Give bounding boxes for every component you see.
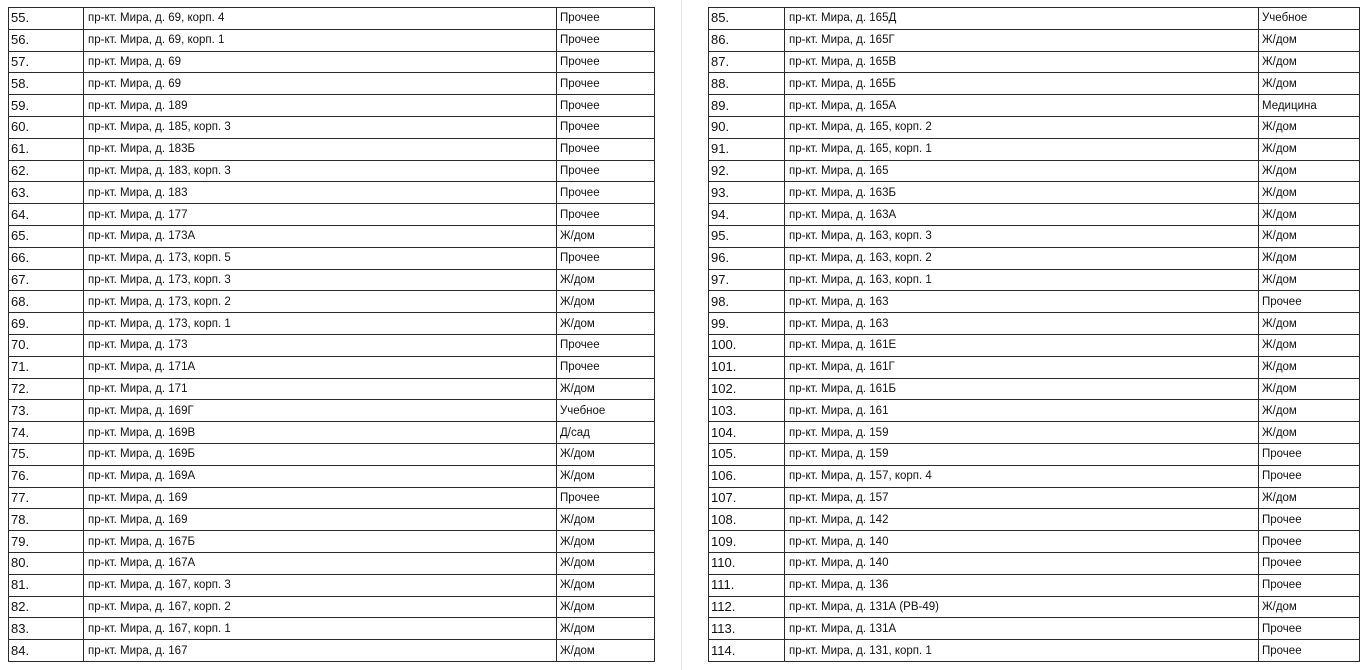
table-row bbox=[709, 160, 1360, 182]
address-cell: пр-кт. Мира, д. 167, корп. 3 bbox=[84, 574, 557, 596]
table-row bbox=[9, 531, 655, 553]
building-type-cell: Ж/дом bbox=[1259, 400, 1360, 422]
building-type-cell: Ж/дом bbox=[1259, 247, 1360, 269]
table-row bbox=[709, 51, 1360, 73]
table-row bbox=[9, 596, 655, 618]
row-number: 113. bbox=[709, 618, 785, 640]
building-type-cell: Ж/дом bbox=[1259, 422, 1360, 444]
building-type-cell: Прочее bbox=[557, 95, 655, 117]
row-number: 57. bbox=[9, 51, 84, 73]
table-row bbox=[9, 313, 655, 335]
table-row bbox=[9, 225, 655, 247]
building-type-cell: Ж/дом bbox=[1259, 138, 1360, 160]
table-row bbox=[709, 116, 1360, 138]
address-cell: пр-кт. Мира, д. 167 bbox=[84, 640, 557, 662]
table-row bbox=[9, 8, 655, 30]
address-cell: пр-кт. Мира, д. 161Е bbox=[785, 334, 1259, 356]
address-cell: пр-кт. Мира, д. 171А bbox=[84, 356, 557, 378]
building-type-cell: Ж/дом bbox=[1259, 116, 1360, 138]
table-row bbox=[709, 73, 1360, 95]
table-row bbox=[709, 400, 1360, 422]
table-row bbox=[9, 356, 655, 378]
row-number: 61. bbox=[9, 138, 84, 160]
address-cell: пр-кт. Мира, д. 167Б bbox=[84, 531, 557, 553]
address-cell: пр-кт. Мира, д. 69 bbox=[84, 51, 557, 73]
row-number: 86. bbox=[709, 29, 785, 51]
address-cell: пр-кт. Мира, д. 169В bbox=[84, 422, 557, 444]
address-cell: пр-кт. Мира, д. 163, корп. 2 bbox=[785, 247, 1259, 269]
address-cell: пр-кт. Мира, д. 165Г bbox=[785, 29, 1259, 51]
table-row bbox=[9, 552, 655, 574]
table-row bbox=[9, 378, 655, 400]
building-type-cell: Ж/дом bbox=[1259, 596, 1360, 618]
building-type-cell: Медицина bbox=[1259, 95, 1360, 117]
address-cell: пр-кт. Мира, д. 131А bbox=[785, 618, 1259, 640]
table-row bbox=[709, 356, 1360, 378]
row-number: 64. bbox=[9, 204, 84, 226]
row-number: 83. bbox=[9, 618, 84, 640]
address-cell: пр-кт. Мира, д. 161Б bbox=[785, 378, 1259, 400]
page-divider bbox=[681, 0, 682, 670]
table-row bbox=[9, 95, 655, 117]
table-row bbox=[9, 116, 655, 138]
row-number: 103. bbox=[709, 400, 785, 422]
address-cell: пр-кт. Мира, д. 171 bbox=[84, 378, 557, 400]
building-type-cell: Ж/дом bbox=[1259, 269, 1360, 291]
building-type-cell: Прочее bbox=[557, 73, 655, 95]
table-row bbox=[9, 204, 655, 226]
building-type-cell: Прочее bbox=[1259, 509, 1360, 531]
address-cell: пр-кт. Мира, д. 169 bbox=[84, 509, 557, 531]
building-type-cell: Прочее bbox=[557, 356, 655, 378]
building-type-cell: Ж/дом bbox=[557, 313, 655, 335]
row-number: 94. bbox=[709, 204, 785, 226]
building-type-cell: Прочее bbox=[1259, 531, 1360, 553]
table-row bbox=[709, 443, 1360, 465]
row-number: 108. bbox=[709, 509, 785, 531]
row-number: 73. bbox=[9, 400, 84, 422]
row-number: 55. bbox=[9, 8, 84, 30]
table-row bbox=[709, 422, 1360, 444]
building-type-cell: Прочее bbox=[557, 138, 655, 160]
address-cell: пр-кт. Мира, д. 165В bbox=[785, 51, 1259, 73]
table-row bbox=[709, 138, 1360, 160]
table-row bbox=[9, 400, 655, 422]
table-row bbox=[9, 291, 655, 313]
address-cell: пр-кт. Мира, д. 183, корп. 3 bbox=[84, 160, 557, 182]
table-row bbox=[709, 8, 1360, 30]
row-number: 85. bbox=[709, 8, 785, 30]
address-cell: пр-кт. Мира, д. 169Г bbox=[84, 400, 557, 422]
row-number: 92. bbox=[709, 160, 785, 182]
row-number: 102. bbox=[709, 378, 785, 400]
table-row bbox=[709, 29, 1360, 51]
address-cell: пр-кт. Мира, д. 183 bbox=[84, 182, 557, 204]
building-type-cell: Учебное bbox=[557, 400, 655, 422]
address-cell: пр-кт. Мира, д. 173 bbox=[84, 334, 557, 356]
building-type-cell: Прочее bbox=[1259, 291, 1360, 313]
table-row bbox=[9, 73, 655, 95]
address-cell: пр-кт. Мира, д. 183Б bbox=[84, 138, 557, 160]
address-cell: пр-кт. Мира, д. 69, корп. 1 bbox=[84, 29, 557, 51]
address-cell: пр-кт. Мира, д. 173, корп. 1 bbox=[84, 313, 557, 335]
table-row bbox=[9, 160, 655, 182]
row-number: 91. bbox=[709, 138, 785, 160]
address-cell: пр-кт. Мира, д. 169А bbox=[84, 465, 557, 487]
address-cell: пр-кт. Мира, д. 163А bbox=[785, 204, 1259, 226]
address-cell: пр-кт. Мира, д. 189 bbox=[84, 95, 557, 117]
building-type-cell: Прочее bbox=[557, 116, 655, 138]
address-cell: пр-кт. Мира, д. 163, корп. 3 bbox=[785, 225, 1259, 247]
building-type-cell: Ж/дом bbox=[557, 640, 655, 662]
building-type-cell: Ж/дом bbox=[1259, 313, 1360, 335]
table-row bbox=[9, 443, 655, 465]
building-type-cell: Ж/дом bbox=[1259, 356, 1360, 378]
table-row bbox=[709, 225, 1360, 247]
row-number: 96. bbox=[709, 247, 785, 269]
row-number: 56. bbox=[9, 29, 84, 51]
address-cell: пр-кт. Мира, д. 165 bbox=[785, 160, 1259, 182]
address-cell: пр-кт. Мира, д. 167А bbox=[84, 552, 557, 574]
address-cell: пр-кт. Мира, д. 131А (РВ-49) bbox=[785, 596, 1259, 618]
row-number: 70. bbox=[9, 334, 84, 356]
table-row bbox=[9, 487, 655, 509]
row-number: 80. bbox=[9, 552, 84, 574]
building-type-cell: Ж/дом bbox=[1259, 29, 1360, 51]
building-type-cell: Ж/дом bbox=[557, 269, 655, 291]
address-cell: пр-кт. Мира, д. 167, корп. 1 bbox=[84, 618, 557, 640]
table-row bbox=[709, 204, 1360, 226]
row-number: 74. bbox=[9, 422, 84, 444]
building-type-cell: Прочее bbox=[557, 8, 655, 30]
row-number: 79. bbox=[9, 531, 84, 553]
address-cell: пр-кт. Мира, д. 173, корп. 5 bbox=[84, 247, 557, 269]
address-cell: пр-кт. Мира, д. 163Б bbox=[785, 182, 1259, 204]
row-number: 71. bbox=[9, 356, 84, 378]
building-type-cell: Прочее bbox=[557, 29, 655, 51]
right-address-table-container bbox=[708, 7, 1360, 662]
building-type-cell: Ж/дом bbox=[557, 225, 655, 247]
table-row bbox=[9, 269, 655, 291]
table-row bbox=[9, 334, 655, 356]
building-type-cell: Ж/дом bbox=[1259, 378, 1360, 400]
row-number: 81. bbox=[9, 574, 84, 596]
row-number: 106. bbox=[709, 465, 785, 487]
building-type-cell: Ж/дом bbox=[557, 443, 655, 465]
building-type-cell: Прочее bbox=[1259, 574, 1360, 596]
building-type-cell: Ж/дом bbox=[1259, 182, 1360, 204]
table-row bbox=[9, 422, 655, 444]
left-table-body bbox=[9, 8, 655, 662]
left-address-table-container bbox=[8, 7, 655, 662]
address-cell: пр-кт. Мира, д. 159 bbox=[785, 443, 1259, 465]
address-cell: пр-кт. Мира, д. 185, корп. 3 bbox=[84, 116, 557, 138]
row-number: 93. bbox=[709, 182, 785, 204]
row-number: 87. bbox=[709, 51, 785, 73]
row-number: 60. bbox=[9, 116, 84, 138]
row-number: 107. bbox=[709, 487, 785, 509]
row-number: 99. bbox=[709, 313, 785, 335]
table-row bbox=[9, 640, 655, 662]
table-row bbox=[709, 313, 1360, 335]
row-number: 63. bbox=[9, 182, 84, 204]
table-row bbox=[9, 574, 655, 596]
address-cell: пр-кт. Мира, д. 165Д bbox=[785, 8, 1259, 30]
address-cell: пр-кт. Мира, д. 163 bbox=[785, 291, 1259, 313]
building-type-cell: Ж/дом bbox=[557, 531, 655, 553]
row-number: 77. bbox=[9, 487, 84, 509]
address-cell: пр-кт. Мира, д. 159 bbox=[785, 422, 1259, 444]
address-cell: пр-кт. Мира, д. 165А bbox=[785, 95, 1259, 117]
row-number: 88. bbox=[709, 73, 785, 95]
row-number: 69. bbox=[9, 313, 84, 335]
row-number: 105. bbox=[709, 443, 785, 465]
address-cell: пр-кт. Мира, д. 177 bbox=[84, 204, 557, 226]
row-number: 100. bbox=[709, 334, 785, 356]
building-type-cell: Прочее bbox=[557, 487, 655, 509]
address-cell: пр-кт. Мира, д. 161 bbox=[785, 400, 1259, 422]
table-row bbox=[9, 509, 655, 531]
building-type-cell: Прочее bbox=[557, 204, 655, 226]
table-row bbox=[709, 531, 1360, 553]
address-cell: пр-кт. Мира, д. 173А bbox=[84, 225, 557, 247]
building-type-cell: Прочее bbox=[1259, 465, 1360, 487]
right-table-body bbox=[709, 8, 1360, 662]
row-number: 90. bbox=[709, 116, 785, 138]
building-type-cell: Ж/дом bbox=[557, 574, 655, 596]
building-type-cell: Прочее bbox=[557, 160, 655, 182]
address-cell: пр-кт. Мира, д. 142 bbox=[785, 509, 1259, 531]
building-type-cell: Прочее bbox=[1259, 443, 1360, 465]
row-number: 66. bbox=[9, 247, 84, 269]
address-cell: пр-кт. Мира, д. 173, корп. 2 bbox=[84, 291, 557, 313]
address-cell: пр-кт. Мира, д. 163 bbox=[785, 313, 1259, 335]
address-cell: пр-кт. Мира, д. 140 bbox=[785, 531, 1259, 553]
table-row bbox=[709, 247, 1360, 269]
building-type-cell: Ж/дом bbox=[1259, 487, 1360, 509]
row-number: 67. bbox=[9, 269, 84, 291]
building-type-cell: Ж/дом bbox=[1259, 204, 1360, 226]
address-cell: пр-кт. Мира, д. 69, корп. 4 bbox=[84, 8, 557, 30]
table-row bbox=[709, 269, 1360, 291]
building-type-cell: Ж/дом bbox=[1259, 73, 1360, 95]
address-cell: пр-кт. Мира, д. 169 bbox=[84, 487, 557, 509]
table-row bbox=[9, 51, 655, 73]
building-type-cell: Прочее bbox=[1259, 640, 1360, 662]
building-type-cell: Ж/дом bbox=[557, 509, 655, 531]
building-type-cell: Ж/дом bbox=[1259, 160, 1360, 182]
row-number: 114. bbox=[709, 640, 785, 662]
building-type-cell: Ж/дом bbox=[1259, 334, 1360, 356]
building-type-cell: Ж/дом bbox=[557, 378, 655, 400]
table-row bbox=[709, 487, 1360, 509]
row-number: 112. bbox=[709, 596, 785, 618]
table-row bbox=[709, 291, 1360, 313]
building-type-cell: Ж/дом bbox=[557, 291, 655, 313]
left-address-table bbox=[8, 7, 655, 662]
table-row bbox=[709, 334, 1360, 356]
building-type-cell: Прочее bbox=[1259, 618, 1360, 640]
table-row bbox=[9, 29, 655, 51]
table-row bbox=[9, 618, 655, 640]
table-row bbox=[9, 465, 655, 487]
row-number: 89. bbox=[709, 95, 785, 117]
building-type-cell: Ж/дом bbox=[1259, 51, 1360, 73]
building-type-cell: Ж/дом bbox=[557, 465, 655, 487]
address-cell: пр-кт. Мира, д. 167, корп. 2 bbox=[84, 596, 557, 618]
table-row bbox=[709, 552, 1360, 574]
row-number: 104. bbox=[709, 422, 785, 444]
row-number: 59. bbox=[9, 95, 84, 117]
row-number: 65. bbox=[9, 225, 84, 247]
row-number: 101. bbox=[709, 356, 785, 378]
address-cell: пр-кт. Мира, д. 163, корп. 1 bbox=[785, 269, 1259, 291]
address-cell: пр-кт. Мира, д. 165, корп. 2 bbox=[785, 116, 1259, 138]
address-cell: пр-кт. Мира, д. 140 bbox=[785, 552, 1259, 574]
row-number: 62. bbox=[9, 160, 84, 182]
row-number: 58. bbox=[9, 73, 84, 95]
row-number: 97. bbox=[709, 269, 785, 291]
building-type-cell: Ж/дом bbox=[557, 552, 655, 574]
building-type-cell: Учебное bbox=[1259, 8, 1360, 30]
row-number: 110. bbox=[709, 552, 785, 574]
table-row bbox=[709, 596, 1360, 618]
row-number: 82. bbox=[9, 596, 84, 618]
row-number: 75. bbox=[9, 443, 84, 465]
building-type-cell: Прочее bbox=[557, 182, 655, 204]
row-number: 76. bbox=[9, 465, 84, 487]
row-number: 84. bbox=[9, 640, 84, 662]
row-number: 109. bbox=[709, 531, 785, 553]
table-row bbox=[709, 509, 1360, 531]
table-row bbox=[709, 182, 1360, 204]
table-row bbox=[709, 640, 1360, 662]
address-cell: пр-кт. Мира, д. 173, корп. 3 bbox=[84, 269, 557, 291]
address-cell: пр-кт. Мира, д. 161Г bbox=[785, 356, 1259, 378]
address-cell: пр-кт. Мира, д. 157 bbox=[785, 487, 1259, 509]
building-type-cell: Д/сад bbox=[557, 422, 655, 444]
table-row bbox=[9, 182, 655, 204]
row-number: 95. bbox=[709, 225, 785, 247]
building-type-cell: Прочее bbox=[557, 247, 655, 269]
building-type-cell: Ж/дом bbox=[557, 618, 655, 640]
row-number: 78. bbox=[9, 509, 84, 531]
table-row bbox=[709, 95, 1360, 117]
row-number: 98. bbox=[709, 291, 785, 313]
address-cell: пр-кт. Мира, д. 165Б bbox=[785, 73, 1259, 95]
table-row bbox=[709, 574, 1360, 596]
table-row bbox=[9, 247, 655, 269]
row-number: 111. bbox=[709, 574, 785, 596]
building-type-cell: Прочее bbox=[557, 334, 655, 356]
table-row bbox=[9, 138, 655, 160]
address-cell: пр-кт. Мира, д. 69 bbox=[84, 73, 557, 95]
building-type-cell: Ж/дом bbox=[557, 596, 655, 618]
table-row bbox=[709, 378, 1360, 400]
table-row bbox=[709, 618, 1360, 640]
address-cell: пр-кт. Мира, д. 131, корп. 1 bbox=[785, 640, 1259, 662]
row-number: 72. bbox=[9, 378, 84, 400]
address-cell: пр-кт. Мира, д. 136 bbox=[785, 574, 1259, 596]
building-type-cell: Прочее bbox=[557, 51, 655, 73]
row-number: 68. bbox=[9, 291, 84, 313]
address-cell: пр-кт. Мира, д. 165, корп. 1 bbox=[785, 138, 1259, 160]
address-cell: пр-кт. Мира, д. 169Б bbox=[84, 443, 557, 465]
table-row bbox=[709, 465, 1360, 487]
building-type-cell: Ж/дом bbox=[1259, 225, 1360, 247]
right-address-table bbox=[708, 7, 1360, 662]
building-type-cell: Прочее bbox=[1259, 552, 1360, 574]
address-cell: пр-кт. Мира, д. 157, корп. 4 bbox=[785, 465, 1259, 487]
